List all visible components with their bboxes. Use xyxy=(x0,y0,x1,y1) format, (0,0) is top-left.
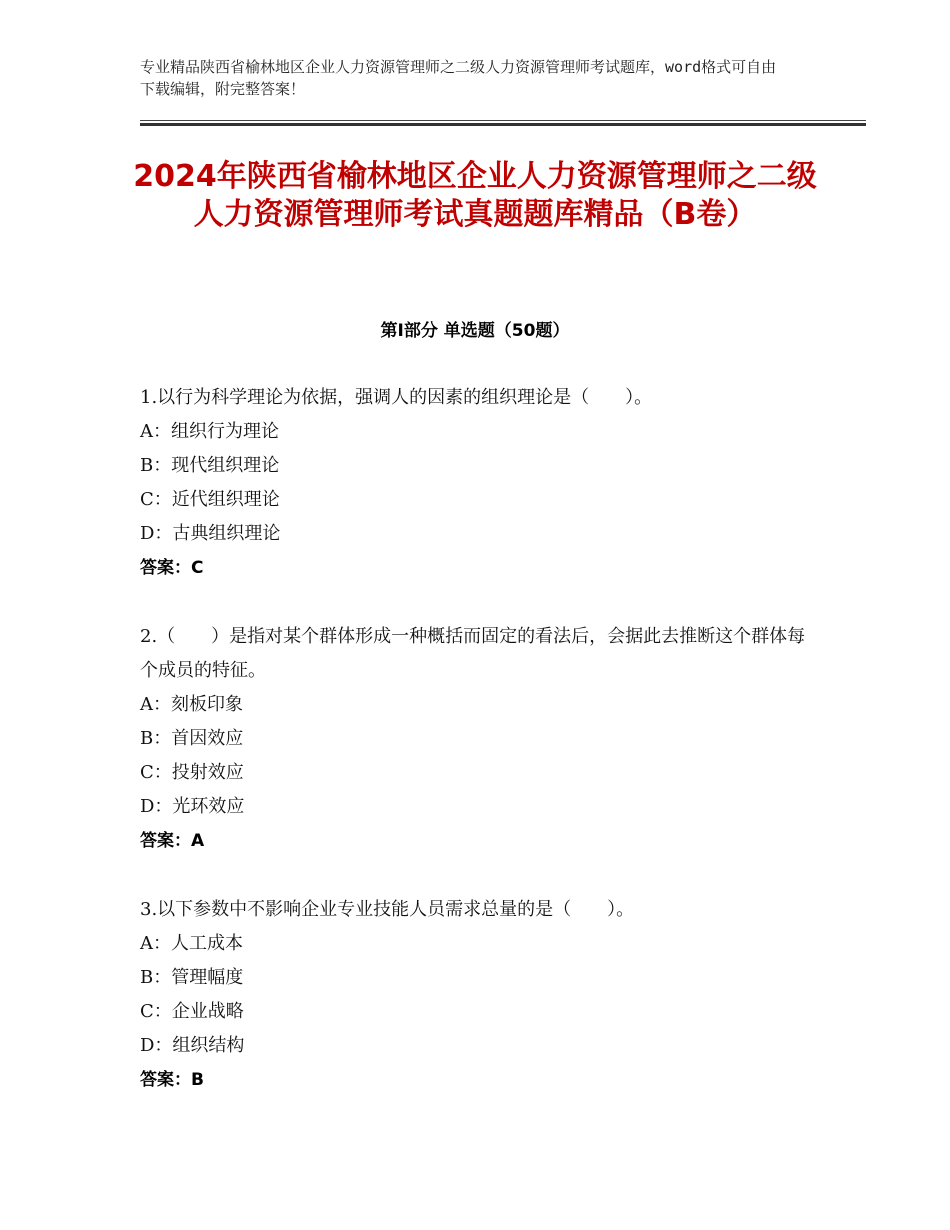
answer-line: 答案：C xyxy=(140,558,204,578)
option-d: D：古典组织理论 xyxy=(140,523,281,544)
answer-line: 答案：B xyxy=(140,1070,204,1090)
question-stem: 2.（ ）是指对某个群体形成一种概括而固定的看法后，会据此去推断这个群体每个成员的特征。 xyxy=(140,626,806,681)
question-3 xyxy=(140,893,810,1097)
option-c: C：企业战略 xyxy=(140,1001,244,1022)
option-b: B：管理幅度 xyxy=(140,967,244,988)
section-heading: 第Ⅰ部分 单选题（50题） xyxy=(380,321,570,341)
question-list xyxy=(140,381,810,1132)
question-stem: 3.以下参数中不影响企业专业技能人员需求总量的是（ ）。 xyxy=(140,899,635,920)
option-b: B：首因效应 xyxy=(140,728,244,749)
header-divider-thick xyxy=(140,123,866,126)
answer-line: 答案：A xyxy=(140,831,205,851)
option-d: D：组织结构 xyxy=(140,1035,245,1056)
option-b: B：现代组织理论 xyxy=(140,455,280,476)
question-1 xyxy=(140,381,810,585)
question-2 xyxy=(140,620,810,858)
header-divider-thin xyxy=(140,120,866,121)
option-c: C：近代组织理论 xyxy=(140,489,280,510)
option-a: A：刻板印象 xyxy=(140,694,243,715)
option-a: A：人工成本 xyxy=(140,933,243,954)
question-stem: 1.以行为科学理论为依据，强调人的因素的组织理论是（ ）。 xyxy=(140,387,653,408)
option-c: C：投射效应 xyxy=(140,762,244,783)
document-title: 2024年陕西省榆林地区企业人力资源管理师之二级人力资源管理师考试真题题库精品（B卷） xyxy=(133,159,817,232)
header-note: 专业精品陕西省榆林地区企业人力资源管理师之二级人力资源管理师考试题库，word格式可自由下载编辑，附完整答案！ xyxy=(140,58,777,98)
option-d: D：光环效应 xyxy=(140,796,245,817)
option-a: A：组织行为理论 xyxy=(140,421,279,442)
